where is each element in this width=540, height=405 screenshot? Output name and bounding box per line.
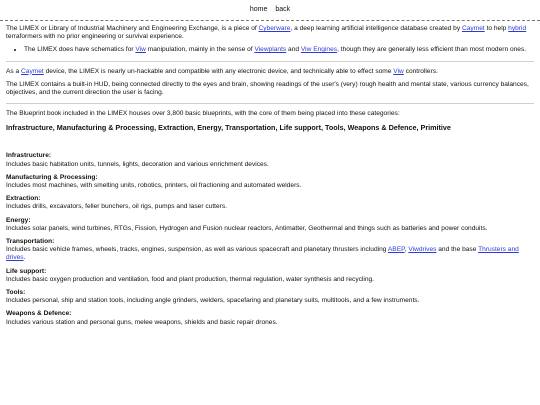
- section-body: Includes solar panels, wind turbines, RTGs, Fission, Hydrogen and Fusion nuclear reactors, Antimatter, Geothermal and things such as batteries and power conduits.: [6, 224, 488, 232]
- bullet-text-2: manipulation, mainly in the sense of: [145, 46, 255, 54]
- section-body-3: and the base: [436, 246, 479, 254]
- back-link[interactable]: back: [275, 6, 291, 13]
- section-body-2: ,: [404, 246, 409, 254]
- section-transportation: [6, 238, 534, 263]
- section-title: Energy:: [6, 216, 31, 224]
- category-list: Infrastructure, Manufacturing & Processing, Extraction, Energy, Transportation, Life support, Tools, Weapons & Defence, Primitive: [6, 123, 451, 133]
- cyberware-link[interactable]: Cyberware: [258, 25, 291, 32]
- section-title: Extraction:: [6, 195, 41, 203]
- bullet-text-3: and: [286, 46, 301, 54]
- list-item: [24, 46, 534, 54]
- section-body: Includes drills, excavators, feller bunchers, oil rigs, pumps and laser cutters.: [6, 203, 227, 211]
- section-title: Manufacturing & Processing:: [6, 173, 98, 181]
- section-infrastructure: [6, 152, 534, 168]
- top-nav: [0, 0, 540, 21]
- section-life-support: [6, 268, 534, 284]
- section-energy: [6, 217, 534, 233]
- section-title: Tools:: [6, 289, 26, 297]
- article-content: [0, 21, 540, 327]
- device-text-3: controllers.: [403, 67, 438, 75]
- intro-text-3: to help: [484, 25, 509, 32]
- thrusters-and-drives-link[interactable]: Thrusters and drives: [6, 246, 519, 262]
- caymet-link-2[interactable]: Caymet: [21, 67, 44, 75]
- intro-text-1: The LIMEX or Library of Industrial Machinery and Engineering Exchange, is a piece of: [6, 25, 259, 32]
- section-title: Transportation:: [6, 238, 55, 246]
- intro-text-4: terraformers with no prior engineering or survival experience.: [6, 33, 184, 41]
- viw-engines-link[interactable]: Viw Engines: [300, 46, 338, 54]
- section-body: Includes basic oxygen production and ventilation, food and plant production, thermal regulation, water synthesis and recycling.: [6, 275, 375, 283]
- viewplants-link[interactable]: Viewplants: [254, 46, 287, 54]
- intro-text-2: , a deep learning artificial intelligence database created by: [290, 25, 462, 32]
- viwdrives-link[interactable]: Viwdrives: [408, 246, 437, 254]
- section-title: Weapons & Defence:: [6, 310, 72, 318]
- viw-link[interactable]: Viw: [135, 46, 146, 54]
- device-text-2: device, the LIMEX is nearly un-hackable and compatible with any electronic device, and technically able to effect some: [43, 67, 394, 75]
- section-manufacturing: [6, 174, 534, 190]
- bullet-text-1: The LIMEX does have schematics for: [24, 46, 136, 54]
- section-body-4: .: [23, 254, 26, 262]
- caymet-link[interactable]: Caymet: [461, 25, 485, 32]
- section-tools: [6, 289, 534, 305]
- abep-link[interactable]: ABEP: [387, 246, 405, 254]
- hud-paragraph: The LIMEX contains a built-in HUD, being connected directly to the eyes and brain, showing readings of the user's (very) rough health and mental state, various currency balances, objectives, and the current direction the user is facing.: [6, 80, 529, 97]
- section-title: Infrastructure:: [6, 152, 52, 160]
- divider: [6, 61, 534, 62]
- section-body: Includes personal, ship and station tools, including angle grinders, welders, spacefaring and planetary suits, multitools, and a few instruments.: [6, 297, 420, 305]
- section-body: Includes various station and personal guns, melee weapons, shields and basic repair drones.: [6, 318, 278, 326]
- hybrid-link[interactable]: hybrid: [508, 25, 527, 32]
- device-paragraph: [6, 68, 534, 76]
- intro-paragraph: [6, 25, 534, 41]
- divider: [6, 103, 534, 104]
- section-title: Life support:: [6, 267, 47, 275]
- home-link[interactable]: home: [249, 6, 268, 13]
- section-weapons-defence: [6, 310, 534, 326]
- section-body: Includes basic habitation units, tunnels, lights, decoration and various enrichment devices.: [6, 160, 269, 168]
- section-body: Includes most machines, with smelting units, robotics, printers, oil fractioning and automated welders.: [6, 182, 302, 190]
- intro-bullet-list: [6, 46, 534, 54]
- section-body: Includes basic vehicle frames, wheels, tracks, engines, suspension, as well as various spacecraft and planetary thrusters including: [6, 246, 388, 254]
- device-text-1: As a: [6, 67, 22, 75]
- bullet-text-4: , though they are generally less efficient than most modern ones.: [337, 46, 527, 54]
- blueprint-paragraph: The Blueprint book included in the LIMEX houses over 3,800 basic blueprints, with the core of them being placed into these categories:: [6, 110, 400, 118]
- viw-link-2[interactable]: Viw: [393, 67, 404, 75]
- section-extraction: [6, 195, 534, 211]
